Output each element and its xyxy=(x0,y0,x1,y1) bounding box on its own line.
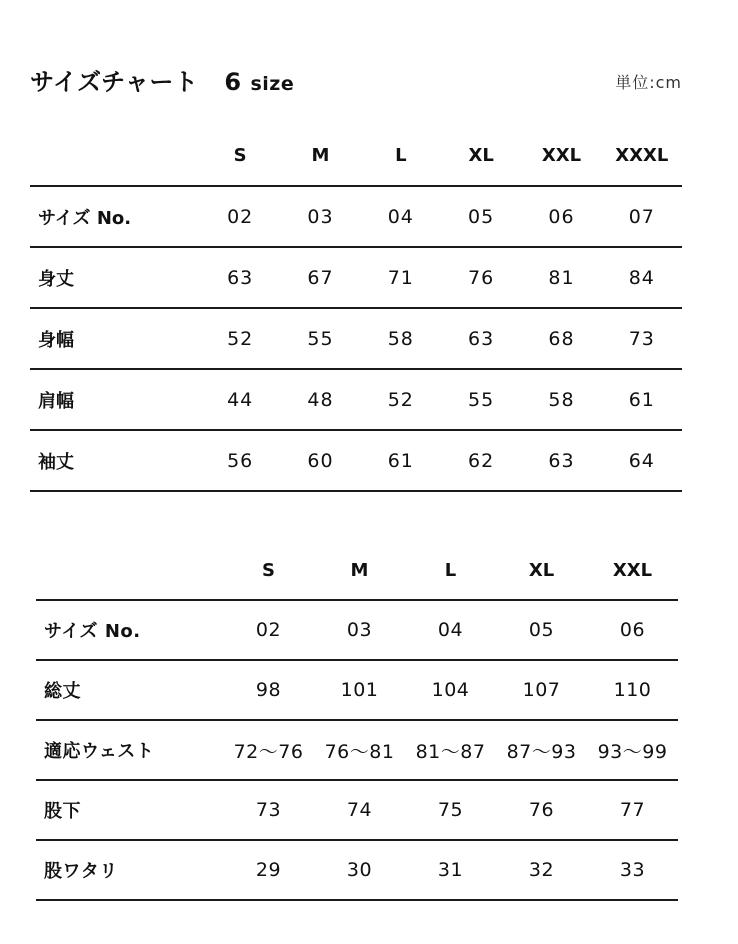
value-cell: 76〜81 xyxy=(314,720,405,780)
table-row xyxy=(36,600,678,660)
value-cell: 03 xyxy=(314,600,405,660)
value-cell: 29 xyxy=(223,840,314,900)
row-label: 肩幅 xyxy=(30,369,200,430)
value-cell: 68 xyxy=(521,308,601,369)
table-row xyxy=(36,660,678,720)
size-count: 6 xyxy=(224,68,242,96)
table-row xyxy=(30,430,682,491)
column-header: S xyxy=(200,126,280,186)
row-label: 適応ウェスト xyxy=(36,720,223,780)
value-cell: 87〜93 xyxy=(496,720,587,780)
tops-header-row xyxy=(30,126,682,186)
table-row xyxy=(36,780,678,840)
value-cell: 74 xyxy=(314,780,405,840)
row-label: 総丈 xyxy=(36,660,223,720)
row-label: 身丈 xyxy=(30,247,200,308)
row-label: 身幅 xyxy=(30,308,200,369)
value-cell: 56 xyxy=(200,430,280,491)
value-cell: 71 xyxy=(361,247,441,308)
value-cell: 04 xyxy=(405,600,496,660)
value-cell: 32 xyxy=(496,840,587,900)
value-cell: 02 xyxy=(200,186,280,247)
value-cell: 30 xyxy=(314,840,405,900)
column-header: XL xyxy=(496,542,587,600)
value-cell: 31 xyxy=(405,840,496,900)
value-cell: 58 xyxy=(361,308,441,369)
size-word: size xyxy=(250,73,295,95)
bottoms-header-row xyxy=(36,542,678,600)
value-cell: 55 xyxy=(280,308,360,369)
value-cell: 61 xyxy=(361,430,441,491)
corner-cell xyxy=(36,542,223,600)
value-cell: 107 xyxy=(496,660,587,720)
value-cell: 52 xyxy=(361,369,441,430)
value-cell: 07 xyxy=(602,186,682,247)
table-row xyxy=(30,247,682,308)
value-cell: 02 xyxy=(223,600,314,660)
table-row xyxy=(30,186,682,247)
bottoms-size-table xyxy=(36,542,678,901)
value-cell: 60 xyxy=(280,430,360,491)
value-cell: 110 xyxy=(587,660,678,720)
row-label: サイズ No. xyxy=(30,186,200,247)
column-header: L xyxy=(361,126,441,186)
value-cell: 05 xyxy=(441,186,521,247)
column-header: L xyxy=(405,542,496,600)
value-cell: 73 xyxy=(223,780,314,840)
value-cell: 76 xyxy=(441,247,521,308)
table-row xyxy=(30,308,682,369)
value-cell: 63 xyxy=(200,247,280,308)
value-cell: 81〜87 xyxy=(405,720,496,780)
value-cell: 06 xyxy=(587,600,678,660)
value-cell: 101 xyxy=(314,660,405,720)
value-cell: 61 xyxy=(602,369,682,430)
value-cell: 33 xyxy=(587,840,678,900)
value-cell: 63 xyxy=(441,308,521,369)
value-cell: 75 xyxy=(405,780,496,840)
column-header: XXXL xyxy=(602,126,682,186)
value-cell: 64 xyxy=(602,430,682,491)
value-cell: 58 xyxy=(521,369,601,430)
table-row xyxy=(36,840,678,900)
table-row xyxy=(30,369,682,430)
corner-cell xyxy=(30,126,200,186)
row-label: 股ワタリ xyxy=(36,840,223,900)
chart-title xyxy=(30,62,294,97)
value-cell: 04 xyxy=(361,186,441,247)
column-header: XXL xyxy=(521,126,601,186)
value-cell: 84 xyxy=(602,247,682,308)
value-cell: 44 xyxy=(200,369,280,430)
value-cell: 72〜76 xyxy=(223,720,314,780)
value-cell: 76 xyxy=(496,780,587,840)
row-label: 袖丈 xyxy=(30,430,200,491)
unit-label: 単位:cm xyxy=(615,73,682,92)
value-cell: 98 xyxy=(223,660,314,720)
column-header: M xyxy=(314,542,405,600)
value-cell: 67 xyxy=(280,247,360,308)
value-cell: 06 xyxy=(521,186,601,247)
value-cell: 63 xyxy=(521,430,601,491)
value-cell: 03 xyxy=(280,186,360,247)
value-cell: 93〜99 xyxy=(587,720,678,780)
value-cell: 73 xyxy=(602,308,682,369)
column-header: XL xyxy=(441,126,521,186)
row-label: 股下 xyxy=(36,780,223,840)
value-cell: 48 xyxy=(280,369,360,430)
value-cell: 81 xyxy=(521,247,601,308)
table-row xyxy=(36,720,678,780)
value-cell: 05 xyxy=(496,600,587,660)
value-cell: 104 xyxy=(405,660,496,720)
tops-size-table xyxy=(30,126,682,492)
column-header: S xyxy=(223,542,314,600)
row-label: サイズ No. xyxy=(36,600,223,660)
value-cell: 55 xyxy=(441,369,521,430)
value-cell: 62 xyxy=(441,430,521,491)
title-text: サイズチャート xyxy=(30,68,199,96)
column-header: M xyxy=(280,126,360,186)
value-cell: 52 xyxy=(200,308,280,369)
value-cell: 77 xyxy=(587,780,678,840)
column-header: XXL xyxy=(587,542,678,600)
